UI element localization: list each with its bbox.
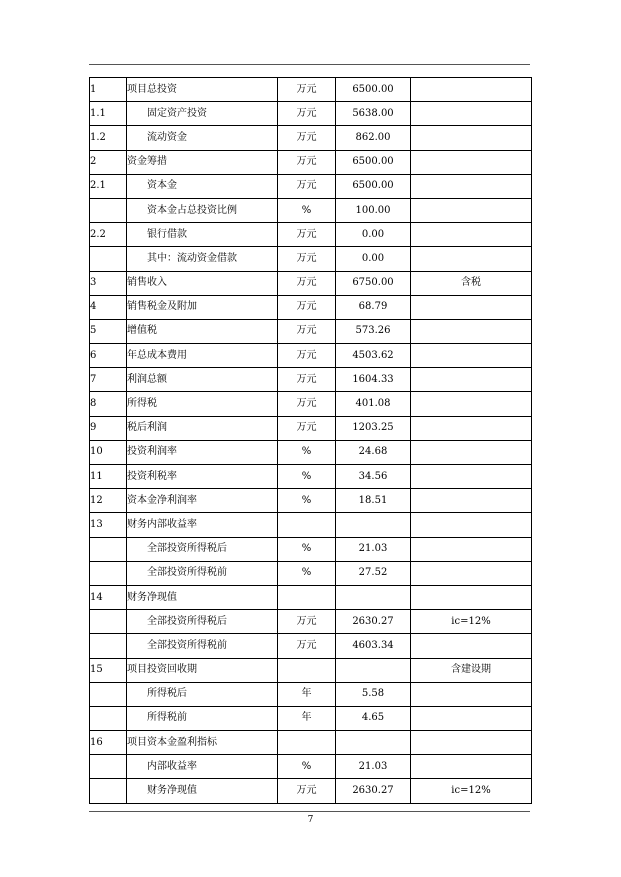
table-row — [90, 295, 532, 319]
row-number: 10 — [90, 440, 127, 464]
row-number: 11 — [90, 465, 127, 489]
item-name: 银行借款 — [127, 223, 278, 247]
row-number: 14 — [90, 585, 127, 609]
value: 862.00 — [336, 126, 411, 150]
table-row — [90, 465, 532, 489]
table-row — [90, 198, 532, 222]
value — [336, 731, 411, 755]
row-number — [90, 682, 127, 706]
unit: 万元 — [278, 150, 336, 174]
unit: % — [278, 489, 336, 513]
note — [411, 489, 532, 513]
note: ic=12% — [411, 779, 532, 803]
item-name: 财务内部收益率 — [127, 513, 278, 537]
unit: 万元 — [278, 126, 336, 150]
unit: % — [278, 561, 336, 585]
note — [411, 634, 532, 658]
note — [411, 537, 532, 561]
value: 573.26 — [336, 319, 411, 343]
table-row — [90, 126, 532, 150]
value: 4503.62 — [336, 344, 411, 368]
row-number: 6 — [90, 344, 127, 368]
value: 100.00 — [336, 198, 411, 222]
unit: 万元 — [278, 247, 336, 271]
row-number: 7 — [90, 368, 127, 392]
table-row — [90, 368, 532, 392]
note — [411, 682, 532, 706]
table-row — [90, 174, 532, 198]
row-number: 4 — [90, 295, 127, 319]
unit: 万元 — [278, 174, 336, 198]
row-number — [90, 779, 127, 803]
value: 6500.00 — [336, 78, 411, 102]
table-row — [90, 416, 532, 440]
item-name: 所得税 — [127, 392, 278, 416]
value — [336, 658, 411, 682]
row-number — [90, 247, 127, 271]
value: 6750.00 — [336, 271, 411, 295]
unit: 万元 — [278, 610, 336, 634]
unit: % — [278, 755, 336, 779]
item-name: 财务净现值 — [127, 779, 278, 803]
table-row — [90, 223, 532, 247]
note — [411, 585, 532, 609]
row-number: 1.1 — [90, 102, 127, 126]
unit: 年 — [278, 682, 336, 706]
value: 5.58 — [336, 682, 411, 706]
value — [336, 513, 411, 537]
item-name: 资本金 — [127, 174, 278, 198]
table-row — [90, 706, 532, 730]
value: 34.56 — [336, 465, 411, 489]
item-name: 全部投资所得税前 — [127, 561, 278, 585]
table-row — [90, 779, 532, 803]
note — [411, 126, 532, 150]
item-name: 所得税前 — [127, 706, 278, 730]
note — [411, 755, 532, 779]
item-name: 年总成本费用 — [127, 344, 278, 368]
unit — [278, 731, 336, 755]
row-number — [90, 561, 127, 585]
note — [411, 319, 532, 343]
row-number: 1 — [90, 78, 127, 102]
value: 0.00 — [336, 223, 411, 247]
item-name: 全部投资所得税前 — [127, 634, 278, 658]
unit — [278, 658, 336, 682]
table-row — [90, 610, 532, 634]
note: 含建设期 — [411, 658, 532, 682]
table-row — [90, 634, 532, 658]
note — [411, 440, 532, 464]
note — [411, 465, 532, 489]
value: 27.52 — [336, 561, 411, 585]
indicator-table — [89, 77, 532, 804]
table-row — [90, 731, 532, 755]
value: 68.79 — [336, 295, 411, 319]
row-number: 2.2 — [90, 223, 127, 247]
note — [411, 368, 532, 392]
item-name: 所得税后 — [127, 682, 278, 706]
item-name: 资金筹措 — [127, 150, 278, 174]
note — [411, 706, 532, 730]
table-row — [90, 440, 532, 464]
value — [336, 585, 411, 609]
note — [411, 295, 532, 319]
unit: % — [278, 198, 336, 222]
unit: % — [278, 440, 336, 464]
table-row — [90, 585, 532, 609]
header-rule — [89, 64, 530, 65]
row-number: 2 — [90, 150, 127, 174]
table-row — [90, 513, 532, 537]
value: 21.03 — [336, 755, 411, 779]
note — [411, 731, 532, 755]
item-name: 利润总额 — [127, 368, 278, 392]
unit: 万元 — [278, 368, 336, 392]
unit — [278, 513, 336, 537]
unit: 万元 — [278, 295, 336, 319]
item-name: 投资利润率 — [127, 440, 278, 464]
row-number: 5 — [90, 319, 127, 343]
item-name: 其中：流动资金借款 — [127, 247, 278, 271]
unit: 万元 — [278, 78, 336, 102]
unit: 万元 — [278, 416, 336, 440]
value: 6500.00 — [336, 150, 411, 174]
note — [411, 150, 532, 174]
note — [411, 513, 532, 537]
page-number: 7 — [307, 815, 314, 825]
unit: 万元 — [278, 319, 336, 343]
row-number — [90, 634, 127, 658]
value: 4603.34 — [336, 634, 411, 658]
row-number: 8 — [90, 392, 127, 416]
table-row — [90, 319, 532, 343]
footer-rule — [89, 811, 530, 812]
item-name: 固定资产投资 — [127, 102, 278, 126]
value: 18.51 — [336, 489, 411, 513]
note — [411, 561, 532, 585]
unit — [278, 585, 336, 609]
note: ic=12% — [411, 610, 532, 634]
note — [411, 392, 532, 416]
item-name: 全部投资所得税后 — [127, 610, 278, 634]
unit: 万元 — [278, 634, 336, 658]
unit: 万元 — [278, 271, 336, 295]
item-name: 投资利税率 — [127, 465, 278, 489]
unit: 万元 — [278, 779, 336, 803]
note — [411, 416, 532, 440]
row-number: 13 — [90, 513, 127, 537]
item-name: 增值税 — [127, 319, 278, 343]
value: 24.68 — [336, 440, 411, 464]
row-number: 15 — [90, 658, 127, 682]
row-number: 9 — [90, 416, 127, 440]
unit: 万元 — [278, 102, 336, 126]
table-row — [90, 489, 532, 513]
row-number — [90, 755, 127, 779]
table-row — [90, 102, 532, 126]
value: 21.03 — [336, 537, 411, 561]
item-name: 财务净现值 — [127, 585, 278, 609]
value: 1604.33 — [336, 368, 411, 392]
value: 6500.00 — [336, 174, 411, 198]
table-row — [90, 247, 532, 271]
item-name: 项目资本金盈利指标 — [127, 731, 278, 755]
row-number: 2.1 — [90, 174, 127, 198]
value: 4.65 — [336, 706, 411, 730]
note — [411, 198, 532, 222]
row-number: 12 — [90, 489, 127, 513]
row-number: 16 — [90, 731, 127, 755]
note: 含税 — [411, 271, 532, 295]
value: 2630.27 — [336, 610, 411, 634]
item-name: 销售税金及附加 — [127, 295, 278, 319]
unit: % — [278, 537, 336, 561]
row-number: 3 — [90, 271, 127, 295]
value: 0.00 — [336, 247, 411, 271]
note — [411, 247, 532, 271]
item-name: 资本金净利润率 — [127, 489, 278, 513]
table-row — [90, 271, 532, 295]
row-number — [90, 198, 127, 222]
unit: % — [278, 465, 336, 489]
table-row — [90, 78, 532, 102]
note — [411, 102, 532, 126]
table-row — [90, 682, 532, 706]
table-row — [90, 755, 532, 779]
value: 5638.00 — [336, 102, 411, 126]
table-row — [90, 537, 532, 561]
table-row — [90, 150, 532, 174]
table-row — [90, 344, 532, 368]
row-number — [90, 537, 127, 561]
item-name: 内部收益率 — [127, 755, 278, 779]
row-number — [90, 706, 127, 730]
note — [411, 223, 532, 247]
table-row — [90, 658, 532, 682]
note — [411, 344, 532, 368]
item-name: 项目总投资 — [127, 78, 278, 102]
item-name: 流动资金 — [127, 126, 278, 150]
value: 401.08 — [336, 392, 411, 416]
unit: 万元 — [278, 223, 336, 247]
item-name: 销售收入 — [127, 271, 278, 295]
row-number: 1.2 — [90, 126, 127, 150]
note — [411, 78, 532, 102]
item-name: 项目投资回收期 — [127, 658, 278, 682]
item-name: 资本金占总投资比例 — [127, 198, 278, 222]
table-row — [90, 392, 532, 416]
unit: 万元 — [278, 392, 336, 416]
note — [411, 174, 532, 198]
table-row — [90, 561, 532, 585]
item-name: 税后利润 — [127, 416, 278, 440]
row-number — [90, 610, 127, 634]
value: 2630.27 — [336, 779, 411, 803]
unit: 万元 — [278, 344, 336, 368]
unit: 年 — [278, 706, 336, 730]
item-name: 全部投资所得税后 — [127, 537, 278, 561]
value: 1203.25 — [336, 416, 411, 440]
